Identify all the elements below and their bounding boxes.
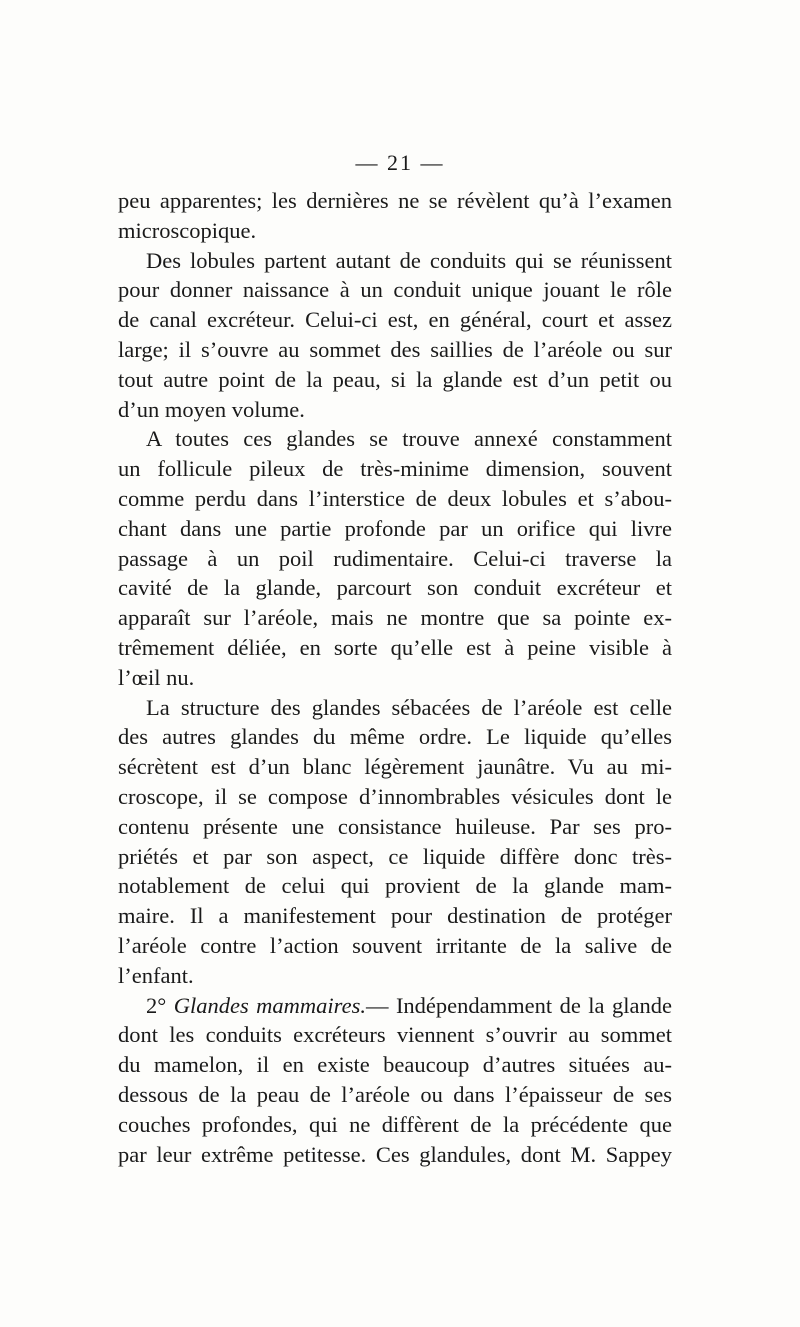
text-line: notablement de celui qui provient de la glande mam-: [118, 873, 672, 899]
text-line: La structure des glandes sébacées de l’aréole est celle: [146, 694, 672, 720]
text-line: contenu présente une consistance huileuse. Par ses pro-: [118, 813, 672, 839]
text-line: cavité de la glande, parcourt son conduit excréteur et: [118, 575, 672, 601]
section-heading-line: [118, 991, 672, 1021]
text-line: de canal excréteur. Celui-ci est, en général, court et assez: [118, 307, 672, 333]
text-line: chant dans une partie profonde par un orifice qui livre: [118, 515, 672, 541]
text-line: pour donner naissance à un conduit unique jouant le rôle: [118, 277, 672, 303]
text-line: Des lobules partent autant de conduits qui se réunissent: [146, 247, 672, 273]
text-line: l’aréole contre l’action souvent irritante de la salive de: [118, 932, 672, 958]
text-line: couches profondes, qui ne diffèrent de la précédente que: [118, 1111, 672, 1137]
text-line: croscope, il se compose d’innombrables vésicules dont le: [118, 783, 672, 809]
text-line: trêmement déliée, en sorte qu’elle est à peine visible à: [118, 634, 672, 660]
text-line: par leur extrême petitesse. Ces glandules, dont M. Sappey: [118, 1141, 672, 1167]
text-line: maire. Il a manifestement pour destination de protéger: [118, 903, 672, 929]
section-number: 2°: [146, 992, 174, 1018]
text-line: dessous de la peau de l’aréole ou dans l’épaisseur de ses: [118, 1081, 672, 1107]
text-line: des autres glandes du même ordre. Le liquide qu’elles: [118, 724, 672, 750]
text-line: dont les conduits excréteurs viennent s’ouvrir au sommet: [118, 1022, 672, 1048]
text-line: microscopique.: [118, 217, 257, 243]
text-line: l’enfant.: [118, 962, 194, 988]
text-line: sécrètent est d’un blanc légèrement jaunâtre. Vu au mi-: [118, 754, 672, 780]
text-line: un follicule pileux de très-minime dimension, souvent: [118, 456, 672, 482]
text-line: comme perdu dans l’interstice de deux lobules et s’abou-: [118, 485, 672, 511]
section-first-line-text: — Indépendamment de la glande: [365, 992, 672, 1018]
text-line: peu apparentes; les dernières ne se révèlent qu’à l’examen: [118, 188, 672, 213]
text-line: A toutes ces glandes se trouve annexé constamment: [146, 426, 672, 452]
text-line: d’un moyen volume.: [118, 396, 305, 422]
text-line: priétés et par son aspect, ce liquide diffère donc très-: [118, 843, 672, 869]
text-line: large; il s’ouvre au sommet des saillies de l’aréole ou sur: [118, 336, 672, 362]
text-line: l’œil nu.: [118, 664, 195, 690]
text-line: apparaît sur l’aréole, mais ne montre que sa pointe ex-: [118, 605, 672, 631]
page-number: — 21 —: [355, 150, 445, 175]
text-line: passage à un poil rudimentaire. Celui-ci traverse la: [118, 545, 672, 571]
text-line: tout autre point de la peau, si la glande est d’un petit ou: [118, 366, 672, 392]
text-line: du mamelon, il en existe beaucoup d’autres situées au-: [118, 1052, 672, 1078]
section-title: Glandes mammaires.: [173, 992, 366, 1018]
body-text: [118, 186, 672, 1169]
